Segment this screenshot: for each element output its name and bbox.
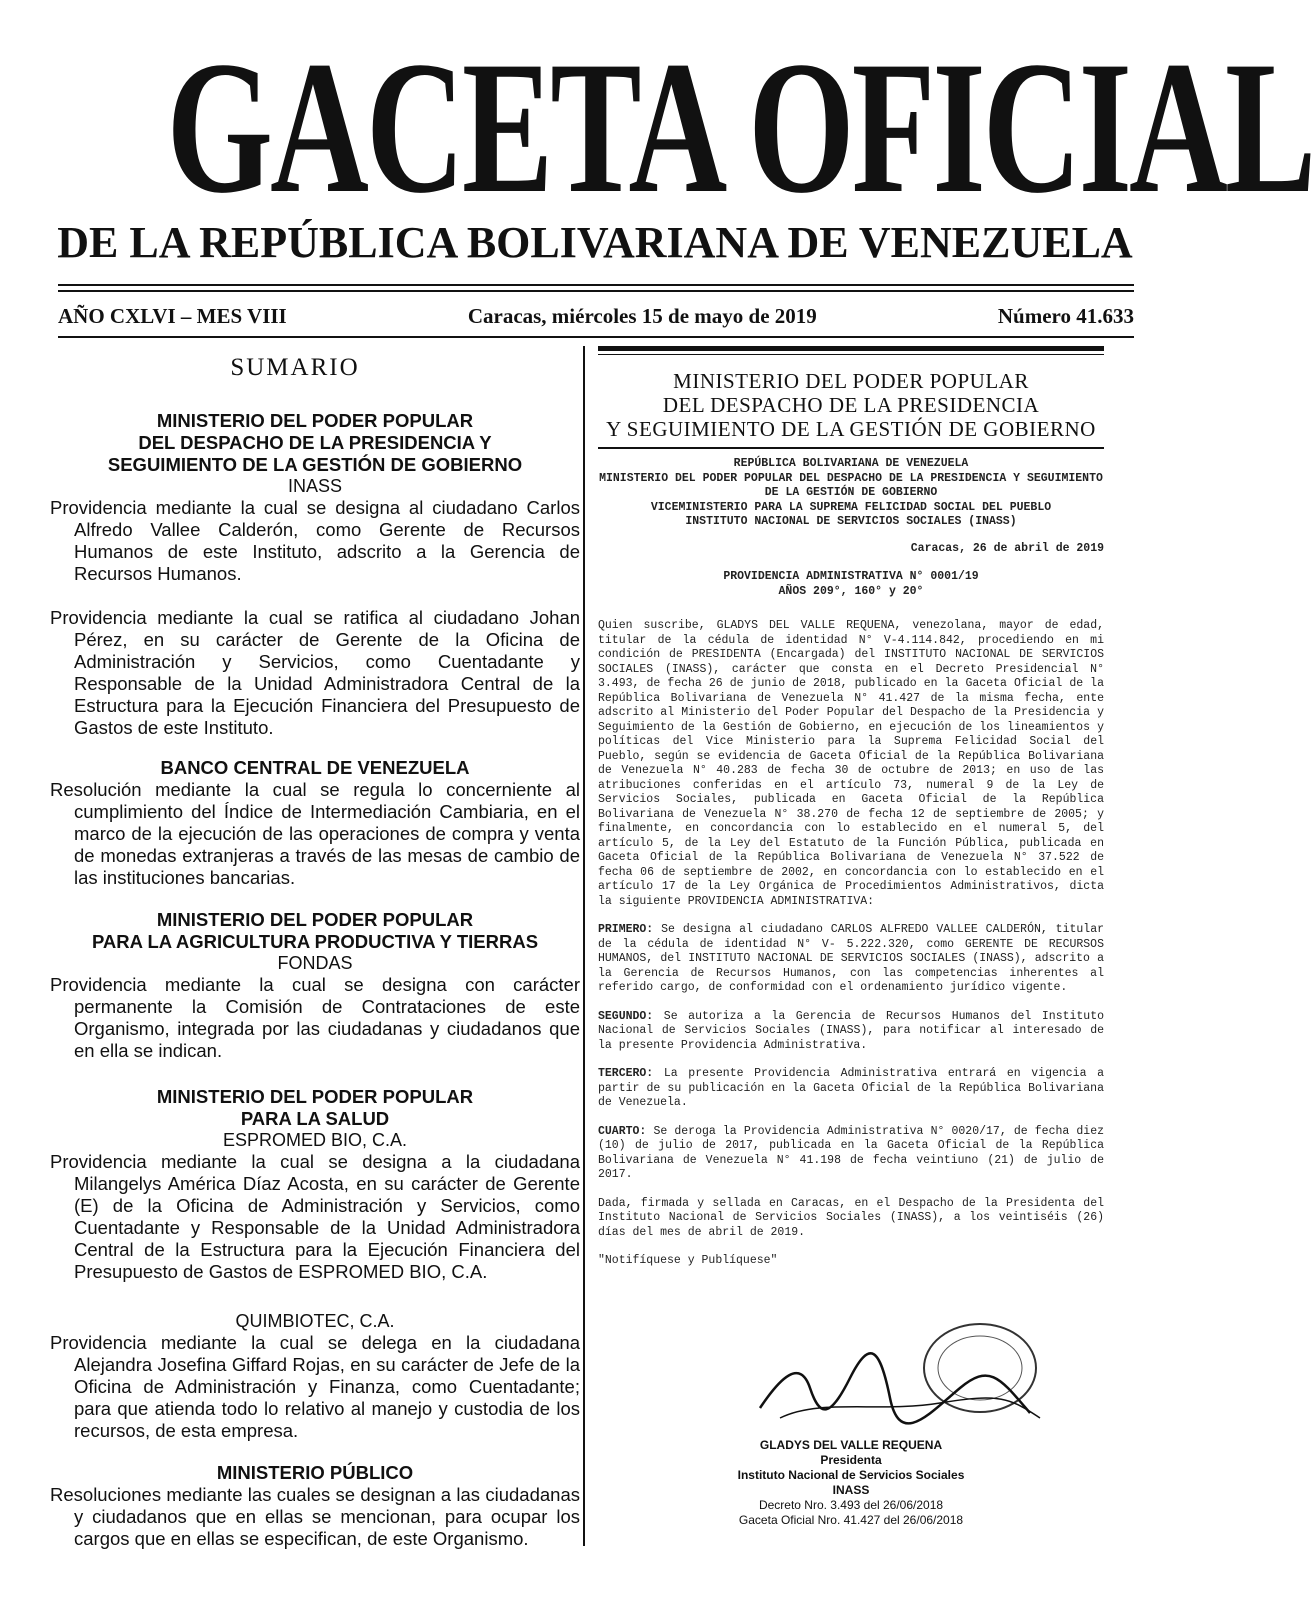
providencia-title — [598, 570, 1104, 599]
sumario-item: Providencia mediante la cual se designa con carácter permanente la Comisión de Contrataciones de este Organismo, integrada por las ciudadanas y ciudadanos que en ella se indican. — [50, 974, 580, 1061]
section-bcv — [50, 757, 580, 889]
issue-date: Caracas, miércoles 15 de mayo de 2019 — [467, 304, 817, 328]
providencia-column — [598, 346, 1104, 1269]
section-heading: SEGUIMIENTO DE LA GESTIÓN DE GOBIERNO — [107, 454, 523, 475]
preamble: Quien suscribe, GLADYS DEL VALLE REQUENA, venezolana, mayor de edad, titular de la cédula de identidad N° V-4.114.842, procediendo en mi condición de PRESIDENTA (Encargada) del INSTITUTO NACIONAL DE SERVICIOS SOCIALES (INASS), carácter que consta en el Decreto Presidencial N° 3.493, de fecha 26 de junio de 2018, publicado en la Gaceta Oficial de la República Bolivariana de Venezuela N° 41.427 de la misma fecha, ente adscrito al Ministerio del Poder Popular del Despacho de la Presidencia y Seguimiento de la Gestión de Gobierno, en ejecución de los lineamientos y políticas del Vice Ministerio para la Suprema Felicidad Social del Pueblo, según se evidencia de Gaceta Oficial de la República Bolivariana de Venezuela N° 40.283 de fecha 30 de octubre de 2013; en uso de las atribuciones conferidas en el artículo 73, numeral 9 de la Ley de Servicios Sociales, publicada en Gaceta Oficial de la República Bolivariana de Venezuela N° 38.270 de fecha 12 de septiembre de 2005; y finalmente, en concordancia con lo establecido en el numeral 5, del artículo 5, de la Ley del Estatuto de la Función Pública, publicada en Gaceta Oficial de la República Bolivariana de Venezuela N° 37.522 de fecha 06 de septiembre de 2002, en concordancia con lo establecido en el artículo 17 de la Ley Orgánica de Procedimientos Administrativos, dicta la siguiente PROVIDENCIA ADMINISTRATIVA: — [598, 619, 1104, 908]
section-ministerio-publico — [50, 1462, 580, 1550]
notice: "Notifíquese y Publíquese" — [598, 1254, 778, 1267]
sumario-heading: SUMARIO — [230, 354, 360, 381]
article-segundo: SEGUNDO: Se autoriza a la Gerencia de Recursos Humanos del Instituto Nacional de Servicios Sociales (INASS), para notificar al interesado de la presente Providencia Administrativa. — [598, 1009, 1104, 1052]
dateline — [58, 304, 1134, 329]
doc-header-line: REPÚBLICA BOLIVARIANA DE VENEZUELA — [733, 457, 969, 470]
providencia-years: AÑOS 209°, 160° y 20° — [778, 584, 924, 598]
top-rule — [58, 284, 1134, 286]
signer-acronym: INASS — [832, 1483, 870, 1497]
closing: Dada, firmada y sellada en Caracas, en el Despacho de la Presidenta del Instituto Nacional de Servicios Sociales (INASS), a los veintiséis (26) días del mes de abril de 2019. — [598, 1196, 1104, 1239]
section-heading: MINISTERIO PÚBLICO — [216, 1462, 414, 1483]
sumario-column — [50, 354, 580, 1550]
section-heading: PARA LA AGRICULTURA PRODUCTIVA Y TIERRAS — [91, 931, 539, 952]
signature-block — [598, 1438, 1104, 1528]
article-tercero: TERCERO: La presente Providencia Administrativa entrará en vigencia a partir de su publicación en la Gaceta Oficial de la República Bolivariana de Venezuela. — [598, 1067, 1104, 1109]
ministry-line: Y SEGUIMIENTO DE LA GESTIÓN DE GOBIERNO — [606, 417, 1096, 441]
section-presidencia — [50, 410, 580, 739]
sumario-item: Providencia mediante la cual se delega en la ciudadana Alejandra Josefina Giffard Rojas, en su carácter de Jefe de la Oficina de Administración y Finanza, como Cuentadante; para que atienda todo lo relativo al manejo y custodia de los recursos, de esta empresa. — [50, 1332, 580, 1441]
sumario-item: Resolución mediante la cual se regula lo concerniente al cumplimiento del Índice de Intermediación Cambiaria, en el marco de la ejecución de las operaciones de compra y venta de monedas extranjeras a través de las mesas de cambio de las instituciones bancarias. — [50, 779, 580, 888]
doc-header-line: VICEMINISTERIO PARA LA SUPREMA FELICIDAD SOCIAL DEL PUEBLO — [650, 500, 1052, 514]
ministry-heading — [598, 369, 1104, 441]
section-entity: INASS — [287, 476, 343, 496]
section-quimbiotec — [50, 1311, 580, 1442]
section-heading: DEL DESPACHO DE LA PRESIDENCIA Y — [138, 432, 492, 453]
ministry-rule — [598, 447, 1104, 449]
signer-gaceta: Gaceta Oficial Nro. 41.427 del 26/06/2018 — [738, 1513, 964, 1527]
doc-header-line: MINISTERIO DEL PODER POPULAR DEL DESPACHO DE LA PRESIDENCIA Y SEGUIMIENTO DE LA GESTIÓN DE GOBIERNO — [599, 471, 1103, 499]
sumario-item: Providencia mediante la cual se designa a la ciudadana Milangelys América Díaz Acosta, en su carácter de Gerente (E) de la Oficina de Administración y Servicios, como Cuentadante y Responsable de la Unidad Administradora Central de la Estructura para la Ejecución Financiera del Presupuesto de Gastos de ESPROMED BIO, C.A. — [50, 1151, 580, 1282]
column-top-bar — [598, 346, 1104, 355]
signer-title: Presidenta — [820, 1453, 882, 1467]
section-heading: MINISTERIO DEL PODER POPULAR — [156, 410, 474, 431]
sumario-item: Resoluciones mediante las cuales se designan a las ciudadanas y ciudadanos que en ellas se mencionan, para ocupar los cargos que en ellas se especifican, de este Organismo. — [50, 1484, 580, 1549]
masthead — [0, 23, 1313, 268]
ministry-line: MINISTERIO DEL PODER POPULAR — [673, 369, 1029, 393]
ministry-line: DEL DESPACHO DE LA PRESIDENCIA — [662, 393, 1040, 417]
signer-institution: Instituto Nacional de Servicios Sociales — [737, 1468, 965, 1482]
doc-header-line: INSTITUTO NACIONAL DE SERVICIOS SOCIALES (INASS) — [685, 515, 1017, 528]
sumario-item: Providencia mediante la cual se ratifica al ciudadano Johan Pérez, en su carácter de Gerente de la Oficina de Administración y Servicios, como Cuentadante y Responsable de la Unidad Administradora Central de la Estructura para la Ejecución Financiera del Presupuesto de Gastos de este Instituto. — [50, 607, 580, 738]
column-separator — [583, 346, 585, 1546]
sumario-item: Providencia mediante la cual se designa al ciudadano Carlos Alfredo Vallee Calderón, como Gerente de Recursos Humanos de este Instituto, adscrito a la Gerencia de Recursos Humanos. — [50, 497, 580, 584]
signature-stamp — [740, 1318, 1060, 1430]
signer-name: GLADYS DEL VALLE REQUENA — [759, 1438, 943, 1452]
section-heading: MINISTERIO DEL PODER POPULAR — [156, 909, 474, 930]
section-entity: QUIMBIOTEC, C.A. — [235, 1311, 395, 1331]
providencia-document — [598, 457, 1104, 1269]
section-salud — [50, 1086, 580, 1283]
gazette-title: GACETA OFICIAL — [166, 23, 1313, 233]
signer-decree: Decreto Nro. 3.493 del 26/06/2018 — [758, 1498, 944, 1512]
gazette-subtitle: DE LA REPÚBLICA BOLIVARIANA DE VENEZUELA — [57, 218, 1133, 267]
year-month: AÑO CXLVI – MES VIII — [58, 304, 287, 328]
doc-header — [598, 457, 1104, 530]
top-rule-2 — [58, 290, 1134, 292]
article-primero: PRIMERO: Se designa al ciudadano CARLOS ALFREDO VALLEE CALDERÓN, titular de la cédula de identidad N° V- 5.222.320, como GERENTE DE RECURSOS HUMANOS, del INSTITUTO NACIONAL DE SERVICIOS SOCIALES (INASS), adscrito a la Gerencia de Recursos Humanos, con las competencias inherentes al referido cargo, de conformidad con el ordenamiento jurídico vigente. — [598, 923, 1104, 994]
section-heading: MINISTERIO DEL PODER POPULAR — [156, 1086, 474, 1107]
issue-number: Número 41.633 — [997, 304, 1134, 328]
dateline-rule — [58, 336, 1134, 338]
place-date: Caracas, 26 de abril de 2019 — [910, 541, 1104, 555]
section-heading: PARA LA SALUD — [240, 1108, 390, 1129]
section-entity: ESPROMED BIO, C.A. — [222, 1130, 408, 1150]
article-cuarto: CUARTO: Se deroga la Providencia Administrativa N° 0020/17, de fecha diez (10) de julio de 2017, publicada en la Gaceta Oficial de la República Bolivariana de Venezuela N° 41.198 de fecha veintiuno (21) de julio de 2017. — [598, 1124, 1104, 1181]
section-entity: FONDAS — [277, 953, 353, 973]
providencia-number: PROVIDENCIA ADMINISTRATIVA N° 0001/19 — [723, 570, 979, 583]
section-agricultura — [50, 909, 580, 1062]
section-heading: BANCO CENTRAL DE VENEZUELA — [160, 757, 470, 778]
